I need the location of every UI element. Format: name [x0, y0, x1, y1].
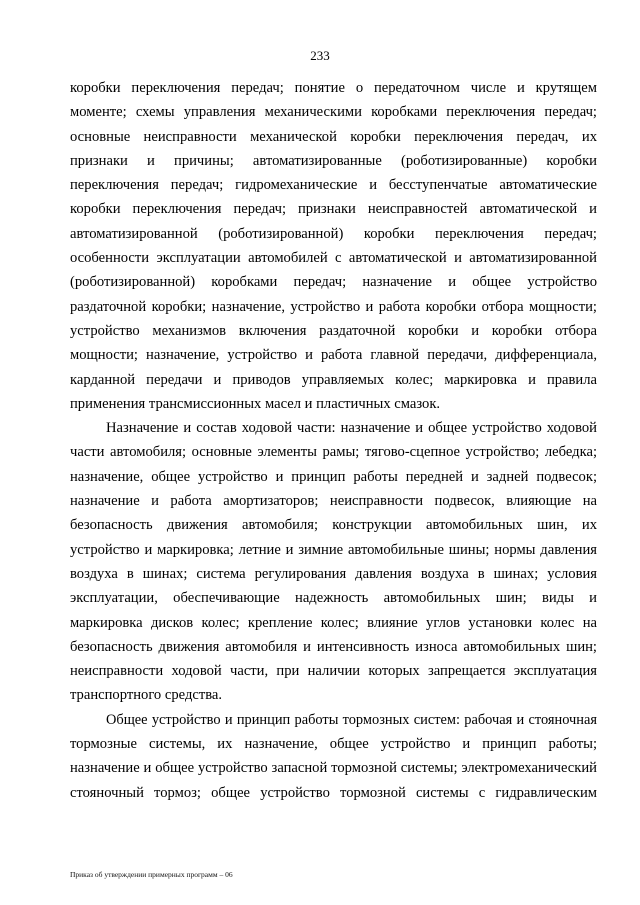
text-line: неисправности ходовой части, при наличии которых запрещается эксплуатация — [70, 663, 597, 680]
page-number: 233 — [310, 48, 330, 63]
text-line: безопасность движения автомобиля; конструкции автомобильных шин, их — [70, 517, 597, 534]
text-line: назначение, общее устройство и принцип работы передней и задней подвесок; — [70, 468, 597, 485]
text-line: моменте; схемы управления механическими коробками переключения передач; — [70, 104, 597, 121]
text-line: транспортного средства. — [70, 687, 223, 704]
text-line: стояночный тормоз; общее устройство тормозной системы с гидравлическим — [70, 784, 597, 801]
text-line: коробки переключения передач; признаки неисправностей автоматической и — [70, 201, 597, 218]
text-line: устройство механизмов включения раздаточной коробки и коробки отбора — [70, 322, 597, 339]
text-line: карданной передачи и приводов управляемых колес; маркировка и правила — [70, 371, 597, 388]
text-line: мощности; назначение, устройство и работа главной передачи, дифференциала, — [70, 347, 597, 364]
footer-note: Приказ об утверждении примерных программ – 06 — [70, 870, 233, 879]
text-line: основные неисправности механической коробки переключения передач, их — [70, 128, 597, 145]
text-line: маркировка дисков колес; крепление колес; влияние углов установки колес на — [70, 614, 597, 631]
body-text — [70, 76, 597, 805]
text-line: признаки и причины; автоматизированные (роботизированные) коробки — [70, 152, 597, 169]
text-line: назначение и работа амортизаторов; неисправности подвесок, влияющие на — [70, 493, 597, 510]
text-line: воздуха в шинах; система регулирования давления воздуха в шинах; условия — [70, 565, 597, 582]
text-line: назначение и общее устройство запасной тормозной системы; электромеханический — [70, 760, 597, 777]
paragraph-first-line: Назначение и состав ходовой части: назначение и общее устройство ходовой — [106, 420, 597, 437]
text-line: безопасность движения автомобиля и интенсивность износа автомобильных шин; — [70, 638, 597, 655]
text-line: эксплуатации, обеспечивающие надежность автомобильных шин; виды и — [70, 590, 597, 607]
text-line: особенности эксплуатации автомобилей с автоматической и автоматизированной — [70, 250, 597, 267]
text-line: тормозные системы, их назначение, общее устройство и принцип работы; — [70, 736, 597, 753]
text-line: устройство и маркировка; летние и зимние автомобильные шины; нормы давления — [70, 541, 597, 558]
text-line: части автомобиля; основные элементы рамы; тягово-сцепное устройство; лебедка; — [70, 444, 597, 461]
text-line: раздаточной коробки; назначение, устройство и работа коробки отбора мощности; — [70, 298, 597, 315]
text-line: автоматизированной (роботизированной) коробки переключения передач; — [70, 225, 597, 242]
text-line: переключения передач; гидромеханические и бесступенчатые автоматические — [70, 177, 597, 194]
text-line: (роботизированной) коробками передач; назначение и общее устройство — [70, 274, 597, 291]
text-line: применения трансмиссионных масел и пластичных смазок. — [70, 395, 441, 412]
paragraph-first-line: Общее устройство и принцип работы тормозных систем: рабочая и стояночная — [106, 711, 597, 728]
text-line: коробки переключения передач; понятие о передаточном числе и крутящем — [70, 80, 597, 96]
